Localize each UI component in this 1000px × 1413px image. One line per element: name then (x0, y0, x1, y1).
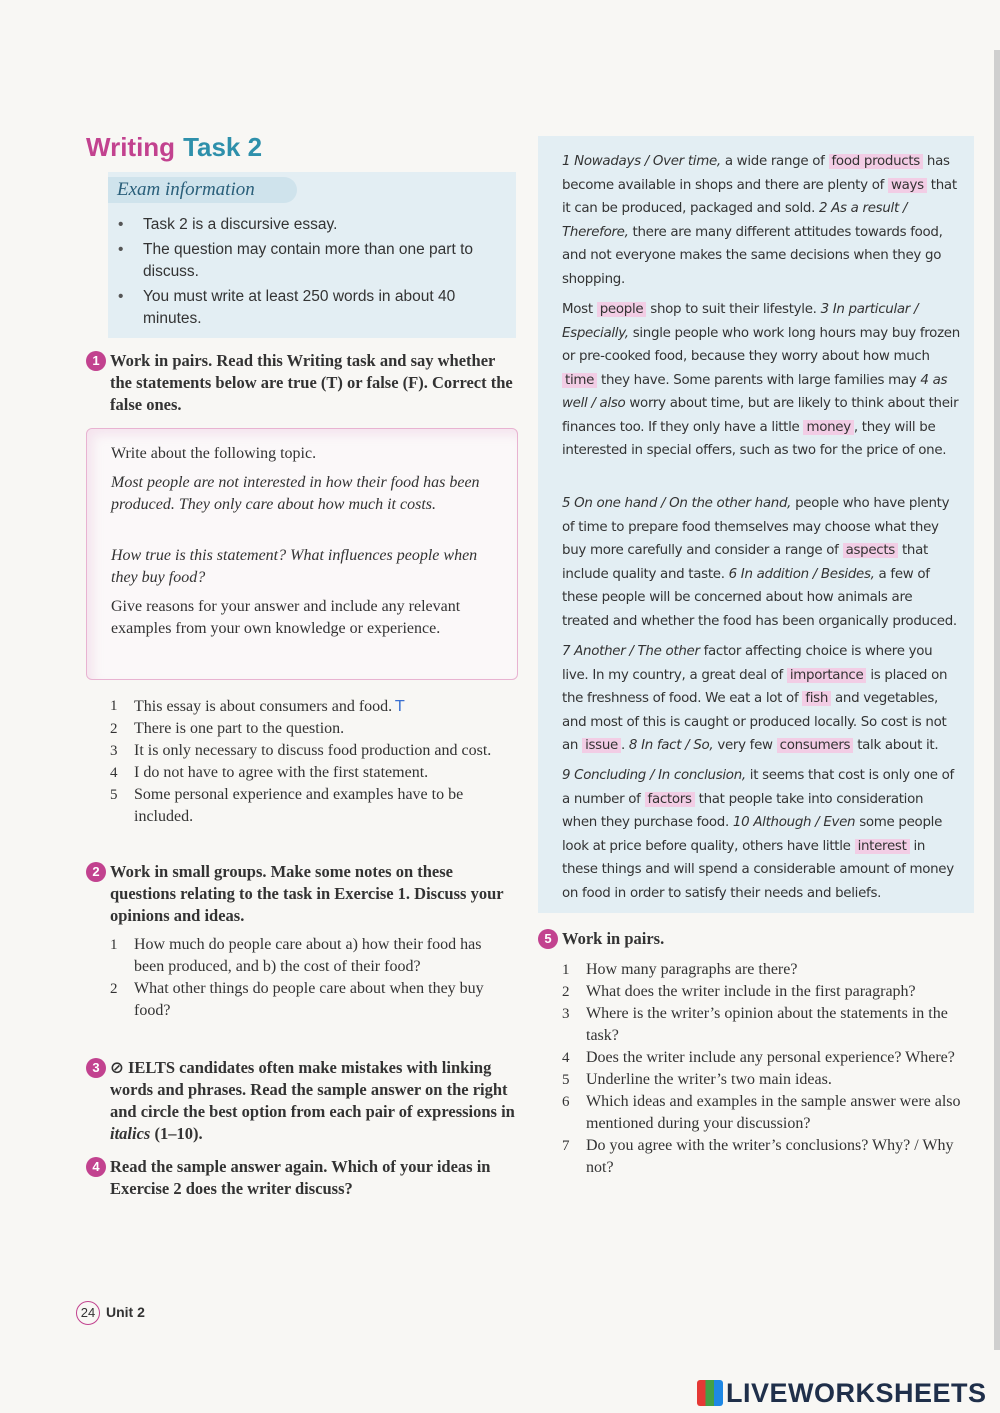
unit-label: Unit 2 (106, 1304, 145, 1320)
exam-information-list (118, 214, 513, 333)
answer-blank[interactable]: consumers (777, 738, 854, 753)
essay-paragraph-2: Most people shop to suit their lifestyle. 3 In particular / Especially, single people who work long hours may buy frozen or pre-cooked food, because they worry about how much time they have. Some parents with large families may 4 as well / also worry about time, but are likely to think about their finances too. If they only have a little money , they will be interested in special offers, such as two for the price of one. (562, 302, 960, 458)
exercise-number-badge: 1 (86, 351, 106, 371)
exercise-2-instruction: 2 Work in small groups. Make some notes on these questions relating to the task in Exercise 1. Discuss your opinions and ideas. (86, 861, 516, 927)
list-item: 2 There is one part to the question. (110, 720, 345, 737)
list-item: 5 Underline the writer’s two main ideas. (562, 1071, 832, 1088)
answer-mark[interactable]: T (395, 697, 405, 715)
answer-blank[interactable]: food products (829, 154, 923, 169)
exercise-1-instruction: 1 Work in pairs. Read this Writing task and say whether the statements below are true (T) or false (F). Correct the false ones. (86, 350, 516, 416)
exercise-1-statements (110, 695, 514, 828)
linking-option[interactable]: 1 Nowadays / Over time, (562, 154, 721, 169)
task-question: How true is this statement? What influences people when they buy food? (111, 547, 478, 586)
page-number: 24 (76, 1301, 100, 1325)
exercise-number-badge: 3 (86, 1058, 106, 1078)
exercise-4-instruction: 4 Read the sample answer again. Which of your ideas in Exercise 2 does the writer discuss? (86, 1156, 516, 1200)
linking-option[interactable]: 2 As a result / Therefore, (562, 201, 908, 240)
list-item: 3 It is only necessary to discuss food production and cost. (110, 742, 492, 759)
list-item: 5 Some personal experience and examples have to be included. (110, 786, 464, 825)
page-edge (994, 50, 1000, 1350)
answer-blank[interactable]: interest (855, 839, 910, 854)
linking-option[interactable]: 4 as well / also (562, 372, 948, 411)
list-item: 4 Does the writer include any personal experience? Where? (562, 1049, 955, 1066)
essay-paragraph-1: 1 Nowadays / Over time, a wide range of food products has become available in shops and there are plenty of ways that it can be produced, packaged and sold. 2 As a result / Therefore, there are many different attitudes towards food, and not everyone makes the same decisions when they go shopping. (562, 154, 957, 287)
answer-blank[interactable]: factors (645, 792, 695, 807)
title-task: Task 2 (183, 132, 263, 162)
exam-tip-icon: ⊘ (110, 1058, 124, 1077)
writing-task-box (86, 428, 518, 680)
liveworksheets-icon (697, 1380, 723, 1406)
linking-option[interactable]: 10 Although / Even (732, 815, 856, 830)
linking-option[interactable]: 5 On one hand / On the other hand, (562, 496, 792, 511)
task-intro: Write about the following topic. (111, 445, 317, 462)
essay-paragraph-3: 5 On one hand / On the other hand, people who have plenty of time to prepare food themselves may choose what they buy more carefully and consider a range of aspects that include quality and taste. 6 In addition / Besides, a few of these people will be concerned about how animals are treated and whether the food has been organically produced. (562, 496, 957, 629)
answer-blank[interactable]: fish (802, 691, 831, 706)
answer-blank[interactable]: ways (888, 178, 927, 193)
linking-option[interactable]: 6 In addition / Besides, (728, 566, 875, 582)
answer-blank[interactable]: issue (582, 738, 621, 753)
page-footer (76, 1301, 145, 1325)
list-item: 2 What other things do people care about when they buy food? (110, 980, 484, 1019)
exercise-number-badge: 4 (86, 1157, 106, 1177)
answer-blank[interactable]: importance (787, 668, 867, 683)
linking-option[interactable]: 8 In fact / So, (628, 738, 714, 753)
linking-option[interactable]: 7 Another / The other (562, 644, 700, 659)
exercise-5-instruction: 5 Work in pairs. (538, 928, 978, 950)
list-item: 6 Which ideas and examples in the sample answer were also mentioned during your discussion? (562, 1093, 961, 1132)
answer-blank[interactable]: time (562, 373, 597, 388)
exercise-2-questions (110, 934, 514, 1022)
page-title (86, 132, 262, 163)
exercise-number-badge: 5 (538, 929, 558, 949)
linking-option[interactable]: 9 Concluding / In conclusion, (562, 768, 746, 783)
exercise-number-badge: 2 (86, 862, 106, 882)
exercise-3-instruction: 3 ⊘ IELTS candidates often make mistakes with linking words and phrases. Read the sample answer on the right and circle the best option from each pair of expressions in italics (1–10). (86, 1057, 516, 1147)
list-item: 3 Where is the writer’s opinion about the statements in the task? (562, 1005, 948, 1044)
task-reasons: Give reasons for your answer and include any relevant examples from your own knowledge or experience. (111, 598, 461, 637)
list-item: 7 Do you agree with the writer’s conclusions? Why? / Why not? (562, 1137, 954, 1176)
answer-blank[interactable]: money (803, 420, 853, 435)
essay-paragraph-5: 9 Concluding / In conclusion, it seems that cost is only one of a number of factors that people take into consideration when they purchase food. 10 Although / Even some people look at price before quality, others have little interest in these things and will spend a considerable amount of money on food in order to satisfy their needs and beliefs. (562, 768, 954, 901)
answer-blank[interactable]: aspects (843, 543, 898, 558)
liveworksheets-logo[interactable]: LIVEWORKSHEETS (697, 1378, 987, 1409)
list-item: 1 How much do people care about a) how their food has been produced, and b) the cost of their food? (110, 936, 482, 975)
essay-paragraph-4: 7 Another / The other factor affecting choice is where you live. In my country, a great deal of importance is placed on the freshness of food. We eat a lot of fish and vegetables, and most of this is caught or produced locally. So cost is not an issue . 8 In fact / So, very few consumers talk about it. (562, 644, 948, 753)
exam-information-label: Exam information (108, 177, 297, 203)
list-item: 1 This essay is about consumers and food. T (110, 697, 405, 715)
list-item: 2 What does the writer include in the first paragraph? (562, 983, 916, 1000)
exam-bullet: • The question may contain more than one part to discuss. (118, 239, 513, 283)
sample-answer-box (538, 136, 974, 913)
linking-option[interactable]: 3 In particular / Especially, (562, 302, 919, 341)
exam-bullet: • You must write at least 250 words in about 40 minutes. (118, 286, 513, 330)
list-item: 1 How many paragraphs are there? (562, 961, 798, 978)
task-statement: Most people are not interested in how their food has been produced. They only care about how much it costs. (111, 474, 480, 513)
exam-bullet: • Task 2 is a discursive essay. (118, 214, 513, 236)
answer-blank[interactable]: people (597, 302, 647, 317)
title-writing: Writing (86, 132, 176, 162)
exercise-5-questions (562, 959, 972, 1179)
list-item: 4 I do not have to agree with the first statement. (110, 764, 429, 781)
